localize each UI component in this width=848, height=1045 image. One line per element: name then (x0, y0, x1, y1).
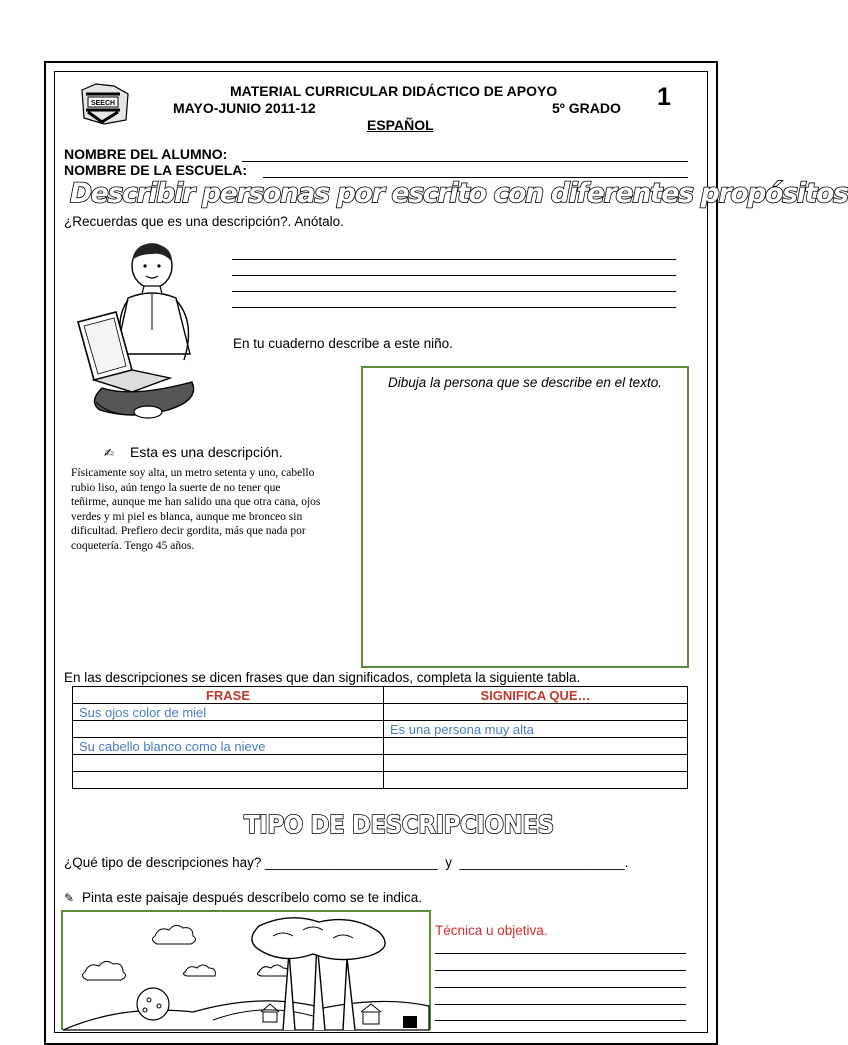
header-title: MATERIAL CURRICULAR DIDÁCTICO DE APOYO (230, 83, 558, 99)
technique-label: Técnica u objetiva. (435, 923, 548, 938)
pencil-icon: ✎ (64, 891, 75, 905)
landscape-box[interactable] (61, 910, 431, 1030)
drawing-box-instruction: Dibuja la persona que se describe en el texto. (388, 375, 662, 390)
paint-instruction (64, 890, 422, 905)
question-tipos: ¿Qué tipo de descripciones hay? _______________________ y ______________________. (64, 855, 629, 870)
table-cell[interactable] (384, 772, 688, 789)
header-grade: 5º GRADO (552, 100, 621, 116)
table-cell[interactable]: Sus ojos color de miel (73, 704, 384, 721)
header-period: MAYO-JUNIO 2011-12 (173, 100, 316, 116)
answer-line[interactable] (232, 275, 676, 276)
question-descripcion: ¿Recuerdas que es una descripción?. Anótalo. (64, 214, 344, 229)
svg-text:SEECH: SEECH (90, 100, 116, 107)
header-subject: ESPAÑOL (367, 117, 434, 133)
boy-laptop-illustration (72, 242, 206, 426)
table-row (73, 721, 688, 738)
drawing-box[interactable] (361, 366, 689, 668)
answer-line[interactable] (435, 953, 686, 954)
pencil-icon: ✍ (104, 446, 115, 460)
table-cell[interactable] (73, 721, 384, 738)
student-name-line[interactable] (242, 161, 688, 162)
table-row (73, 738, 688, 755)
table-cell[interactable] (384, 738, 688, 755)
table-cell[interactable] (73, 755, 384, 772)
landscape-illustration (63, 912, 429, 1030)
table-cell[interactable] (73, 772, 384, 789)
section-banner-tipo: TIPO DE DESCRIPCIONES (244, 810, 554, 839)
table-intro: En las descripciones se dicen frases que dan significados, completa la siguiente tabla. (64, 670, 581, 685)
paint-instruction-text: Pinta este paisaje después descríbelo como se te indica. (82, 890, 422, 905)
example-description-text: Físicamente soy alta, un metro setenta y uno, cabello rubio liso, aún tengo la suerte de no tener que teñirme, aunque me han salido una que otra cana, ojos verdes y mi piel es blanca, aunque me bronceo sin dificultad. Prefiero decir gordita, más que nada por coquetería. Tengo 45 años. (71, 467, 321, 552)
school-name-label: NOMBRE DE LA ESCUELA: (64, 162, 248, 178)
answer-line[interactable] (435, 1020, 686, 1021)
example-label-text: Esta es una descripción. (130, 444, 283, 460)
table-cell[interactable]: Su cabello blanco como la nieve (73, 738, 384, 755)
table-row (73, 755, 688, 772)
example-label (104, 444, 283, 460)
table-cell[interactable] (384, 704, 688, 721)
page-number: 1 (657, 83, 671, 111)
table-cell[interactable]: Es una persona muy alta (384, 721, 688, 738)
seech-logo (74, 80, 134, 128)
section-banner-describir: Describir personas por escrito con diferentes propósitos (70, 178, 848, 209)
table-row (73, 772, 688, 789)
answer-line[interactable] (435, 987, 686, 988)
answer-line[interactable] (232, 307, 676, 308)
frase-table (72, 686, 688, 789)
table-header-significa: SIGNIFICA QUE… (384, 687, 688, 704)
table-header-frase: FRASE (73, 687, 384, 704)
instruction-describe-boy: En tu cuaderno describe a este niño. (233, 336, 453, 351)
answer-line[interactable] (232, 259, 676, 260)
answer-line[interactable] (435, 970, 686, 971)
table-cell[interactable] (384, 755, 688, 772)
table-row (73, 704, 688, 721)
student-name-label: NOMBRE DEL ALUMNO: (64, 146, 228, 162)
answer-line[interactable] (232, 291, 676, 292)
answer-line[interactable] (435, 1004, 686, 1005)
